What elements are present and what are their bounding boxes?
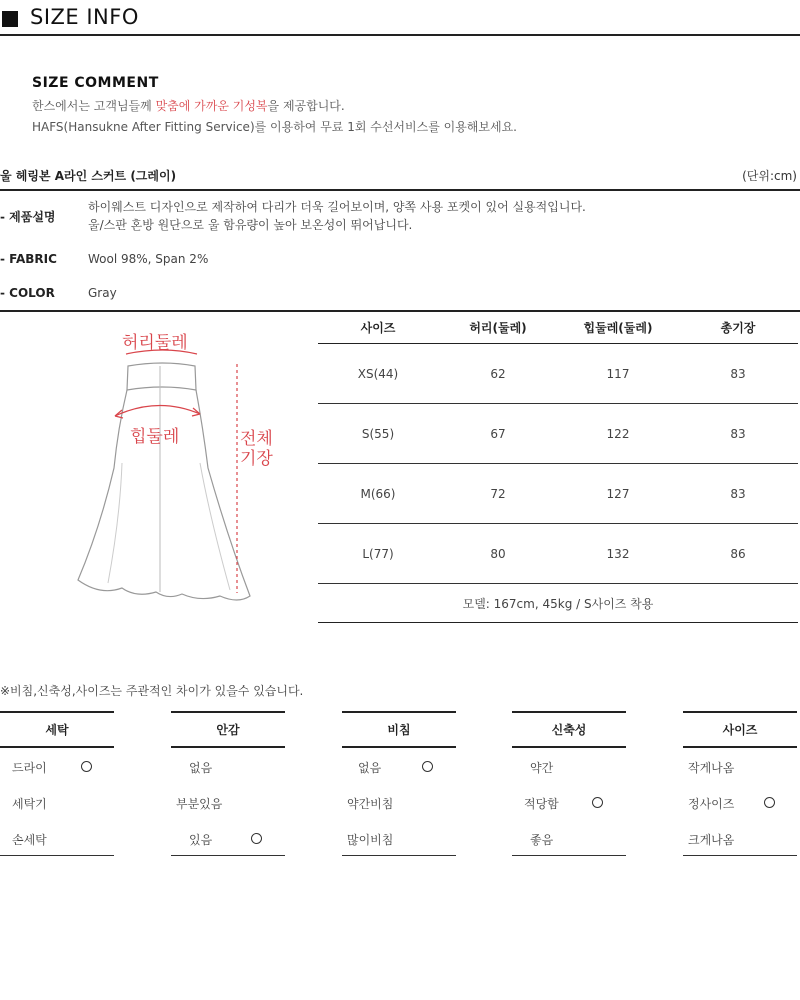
attribute-option [342, 820, 456, 856]
table-row [318, 404, 798, 464]
attribute-option [171, 820, 285, 856]
table-cell: 132 [606, 546, 630, 561]
attribute-option [342, 784, 456, 820]
table-cell: XS(44) [357, 366, 399, 381]
attribute-sheerness [342, 711, 456, 856]
fabric-label: - FABRIC [0, 252, 57, 266]
attribute-header: 안감 [171, 711, 285, 748]
option-label: 세탁기 [12, 797, 47, 811]
option-label: 많이비침 [347, 833, 394, 847]
option-label: 적당함 [524, 797, 559, 811]
color-value: Gray [88, 286, 117, 300]
selected-circle-icon [81, 761, 92, 772]
size-comment-title: SIZE COMMENT [32, 75, 159, 91]
selected-circle-icon [592, 797, 603, 808]
table-header-row [318, 311, 798, 344]
description-line-2: 울/스판 혼방 원단으로 울 함유량이 높아 보온성이 뛰어납니다. [88, 218, 413, 232]
option-label: 정사이즈 [688, 797, 735, 811]
attribute-option [683, 748, 797, 784]
page-title: SIZE INFO [30, 5, 139, 29]
option-label: 약간비침 [347, 797, 394, 811]
table-cell: 62 [490, 366, 506, 381]
attribute-option [342, 748, 456, 784]
table-cell: L(77) [362, 546, 394, 561]
table-header-cell: 허리(둘레) [469, 320, 527, 335]
table-row [318, 464, 798, 524]
length-label-1: 전체 [240, 429, 273, 449]
attribute-option [683, 784, 797, 820]
option-label: 드라이 [12, 761, 47, 775]
comment-text: 한스에서는 고객님들께 [32, 99, 156, 113]
divider [0, 189, 800, 191]
table-cell: M(66) [360, 486, 396, 501]
hip-label: 힙둘레 [130, 427, 180, 447]
attribute-option [512, 784, 626, 820]
table-row [318, 344, 798, 404]
attribute-option [683, 820, 797, 856]
comment-text: 을 제공합니다. [267, 99, 345, 113]
selected-circle-icon [764, 797, 775, 808]
table-cell: 80 [490, 546, 506, 561]
attribute-option [0, 784, 114, 820]
product-name: 울 헤링본 A라인 스커트 (그레이) [0, 169, 177, 183]
attribute-sizing [683, 711, 797, 856]
attribute-header: 비침 [342, 711, 456, 748]
table-cell: 86 [730, 546, 746, 561]
description-label: - 제품설명 [0, 210, 56, 224]
subjective-note: ※비침,신축성,사이즈는 주관적인 차이가 있을수 있습니다. [0, 684, 304, 698]
model-info: 모델: 167cm, 45kg / S사이즈 착용 [318, 584, 798, 623]
attribute-header: 세탁 [0, 711, 114, 748]
size-comment-line-2: HAFS(Hansukne After Fitting Service)를 이용하여 무료 1회 수선서비스를 이용해보세요. [32, 120, 517, 134]
table-cell: 83 [730, 486, 746, 501]
square-bullet-icon [2, 11, 18, 27]
unit-label: (단위:cm) [742, 169, 797, 183]
table-row [318, 524, 798, 584]
attribute-option [0, 820, 114, 856]
table-cell: S(55) [361, 426, 395, 441]
attribute-washing [0, 711, 114, 856]
option-label: 없음 [358, 761, 382, 775]
attribute-header: 사이즈 [683, 711, 797, 748]
size-table [318, 311, 798, 623]
waist-label: 허리둘레 [122, 333, 188, 353]
option-label: 손세탁 [12, 833, 47, 847]
option-label: 크게나옴 [688, 833, 735, 847]
color-label: - COLOR [0, 286, 55, 300]
skirt-measurement-diagram [60, 318, 310, 608]
selected-circle-icon [422, 761, 433, 772]
table-cell: 67 [490, 426, 506, 441]
option-label: 좋음 [530, 833, 554, 847]
table-header-cell: 총기장 [720, 320, 756, 335]
size-comment-line-1 [32, 97, 345, 114]
table-cell: 83 [730, 426, 746, 441]
attribute-option [512, 748, 626, 784]
length-label-2: 기장 [240, 449, 273, 469]
table-header-cell: 사이즈 [360, 320, 396, 335]
comment-highlight: 맞춤에 가까운 기성복 [155, 99, 268, 113]
table-cell: 83 [730, 366, 746, 381]
table-cell: 122 [606, 426, 630, 441]
attribute-header: 신축성 [512, 711, 626, 748]
selected-circle-icon [251, 833, 262, 844]
table-cell: 127 [606, 486, 630, 501]
fabric-value: Wool 98%, Span 2% [88, 252, 209, 266]
option-label: 없음 [189, 761, 213, 775]
option-label: 작게나옴 [688, 761, 735, 775]
attribute-option [171, 748, 285, 784]
option-label: 약간 [530, 761, 554, 775]
attribute-stretch [512, 711, 626, 856]
attribute-option [171, 784, 285, 820]
attribute-lining [171, 711, 285, 856]
option-label: 있음 [189, 833, 213, 847]
table-header-cell: 힙둘레(둘레) [583, 320, 653, 335]
table-cell: 117 [606, 366, 630, 381]
description-line-1: 하이웨스트 디자인으로 제작하여 다리가 더욱 길어보이며, 양쪽 사용 포켓이 있어 실용적입니다. [88, 200, 586, 214]
attribute-option [512, 820, 626, 856]
attribute-option [0, 748, 114, 784]
option-label: 부분있음 [176, 797, 223, 811]
table-cell: 72 [490, 486, 506, 501]
section-header [0, 0, 800, 36]
